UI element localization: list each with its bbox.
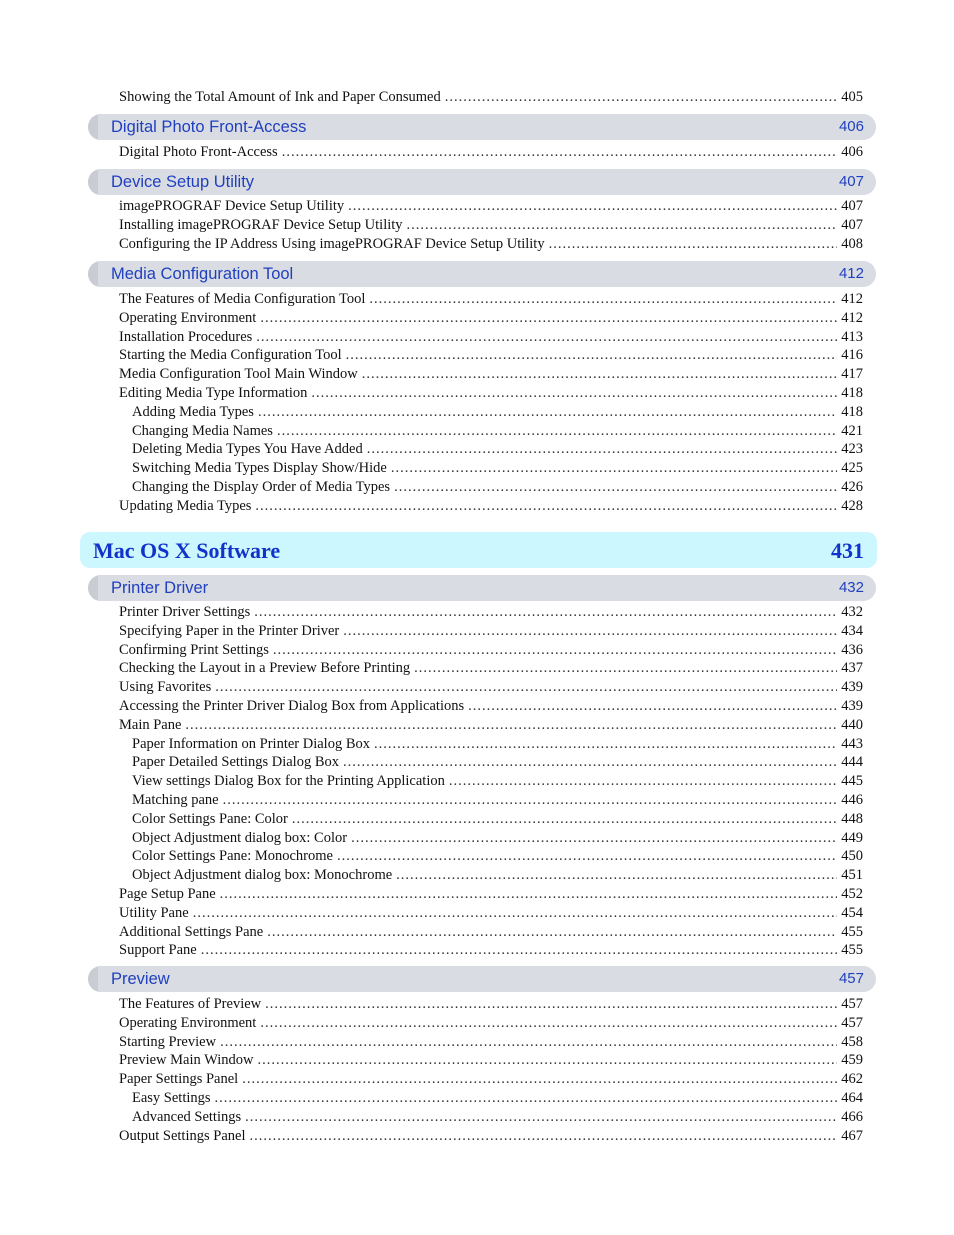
dot-leader [215,1089,838,1108]
toc-entry[interactable] [119,290,863,309]
entry-title: Checking the Layout in a Preview Before Printing [119,660,411,677]
entry-page: 423 [841,441,863,458]
entry-page: 466 [841,1108,863,1125]
toc-entry[interactable] [119,1070,863,1089]
section-title: Printer Driver [111,579,209,597]
entry-page: 457 [841,1014,863,1031]
section-heading-digital-photo-front-access[interactable] [88,114,876,140]
section-heading-printer-driver[interactable] [88,575,876,601]
entry-title: Paper Settings Panel [119,1071,239,1088]
entry-page: 450 [841,848,863,865]
toc-entry[interactable] [119,904,863,923]
toc-entry[interactable] [119,659,863,678]
entry-title: Digital Photo Front-Access [119,144,278,160]
toc-subentry[interactable] [132,810,863,829]
section-heading-device-setup-utility[interactable] [88,169,876,195]
dot-leader [260,1014,837,1033]
section-title: Digital Photo Front-Access [111,118,307,136]
entry-title: Installation Procedures [119,328,253,345]
toc-subentry[interactable] [132,829,863,848]
toc-entry[interactable] [119,716,863,735]
section-page: 406 [838,118,864,135]
entry-title: Output Settings Panel [119,1127,246,1144]
dot-leader [449,772,837,791]
entry-page: 434 [841,622,863,639]
dot-leader [311,384,837,403]
dot-leader [255,497,837,516]
entry-page: 421 [841,422,863,439]
dot-leader [256,328,837,347]
toc-subentry[interactable] [132,1089,863,1108]
entry-page: 439 [841,698,863,714]
toc-subentry[interactable] [132,735,863,754]
toc-entry[interactable] [119,309,863,328]
toc-subentry[interactable] [132,772,863,791]
entry-title: Deleting Media Types You Have Added [132,441,363,458]
entry-title: Accessing the Printer Driver Dialog Box from Applications [119,698,465,714]
dot-leader [292,810,837,829]
dot-leader [391,459,837,478]
section-page: 457 [838,970,864,987]
entry-title: The Features of Preview [119,996,262,1012]
toc-entry[interactable] [119,497,863,516]
section-page: 412 [838,265,864,282]
entry-title: Changing the Display Order of Media Types [132,479,391,495]
toc-subentry[interactable] [132,440,863,459]
toc-entry[interactable] [119,143,863,162]
section-heading-preview[interactable] [88,966,876,992]
toc-subentry[interactable] [132,478,863,497]
toc-entry[interactable] [119,235,863,254]
dot-leader [346,346,838,365]
dot-leader [185,716,837,735]
entry-page: 457 [841,996,863,1012]
dot-leader [277,422,837,441]
toc-entry[interactable] [119,1051,863,1070]
entry-title: Page Setup Pane [119,886,216,902]
section-bar [98,966,876,992]
dot-leader [193,904,838,923]
entry-title: Installing imagePROGRAF Device Setup Utility [119,216,403,233]
entry-page: 418 [841,385,863,401]
toc-subentry[interactable] [132,866,863,885]
toc-entry[interactable] [119,216,863,235]
entry-title: Operating Environment [119,309,257,326]
dot-leader [362,365,838,384]
entry-page: 426 [841,479,863,495]
dot-leader [445,88,838,107]
entry-page: 416 [841,347,863,364]
section-heading-media-configuration-tool[interactable] [88,261,876,287]
toc-entry[interactable] [119,885,863,904]
section-page: 407 [838,173,864,190]
dot-leader [260,309,837,328]
entry-page: 407 [841,198,863,214]
entry-title: Changing Media Names [132,422,273,439]
dot-leader [396,866,837,885]
toc-subentry[interactable] [132,459,863,478]
dot-leader [215,678,837,697]
toc-entry[interactable] [119,328,863,347]
section-title: Device Setup Utility [111,173,255,191]
entry-title: Updating Media Types [119,497,252,514]
toc-subentry[interactable] [132,1108,863,1127]
entry-page: 449 [841,829,863,846]
entry-page: 425 [841,460,863,477]
entry-page: 439 [841,679,863,696]
entry-title: Easy Settings [132,1090,211,1106]
entry-page: 407 [841,216,863,233]
entry-page: 437 [841,660,863,677]
toc-entry[interactable] [119,941,863,960]
dot-leader [348,197,837,216]
entry-title: Advanced Settings [132,1108,242,1125]
entry-page: 443 [841,735,863,752]
toc-subentry[interactable] [132,753,863,772]
dot-leader [258,403,837,422]
entry-page: 408 [841,235,863,252]
entry-title: Color Settings Pane: Monochrome [132,848,333,865]
entry-page: 454 [841,904,863,921]
entry-title: Confirming Print Settings [119,641,269,658]
entry-page: 446 [841,792,863,808]
toc-entry[interactable] [119,641,863,660]
dot-leader [265,995,837,1014]
dot-leader [468,697,837,716]
entry-title: Matching pane [132,792,219,808]
toc-entry[interactable] [119,923,863,942]
toc-subentry[interactable] [132,403,863,422]
dot-leader [220,885,838,904]
dot-leader [267,923,837,942]
entry-page: 448 [841,810,863,827]
entry-page: 455 [841,942,863,959]
dot-leader [220,1033,837,1052]
entry-title: Object Adjustment dialog box: Monochrome [132,867,393,884]
dot-leader [343,753,837,772]
dot-leader [369,290,837,309]
entry-title: Using Favorites [119,679,212,696]
toc-entry[interactable] [119,697,863,716]
entry-page: 444 [841,754,863,771]
toc-entry[interactable] [119,346,863,365]
entry-title: Specifying Paper in the Printer Driver [119,622,340,639]
dot-leader [337,847,837,866]
chapter-page: 431 [831,538,864,563]
entry-page: 467 [841,1127,863,1144]
entry-page: 405 [841,89,863,105]
entry-page: 458 [841,1033,863,1050]
dot-leader [367,440,838,459]
entry-page: 428 [841,497,863,514]
entry-page: 412 [841,291,863,307]
entry-title: Configuring the IP Address Using imagePROGRAF Device Setup Utility [119,235,545,252]
entry-page: 459 [841,1052,863,1069]
dot-leader [242,1070,837,1089]
toc-entry[interactable] [119,995,863,1014]
entry-page: 440 [841,716,863,733]
entry-title: Paper Information on Printer Dialog Box [132,735,370,752]
section-page: 432 [838,579,864,596]
dot-leader [257,1051,837,1070]
toc-entry[interactable] [119,88,863,107]
dot-leader [245,1108,837,1127]
entry-title: imagePROGRAF Device Setup Utility [119,198,345,214]
dot-leader [223,791,838,810]
chapter-title: Mac OS X Software [93,538,281,563]
section-title: Preview [111,970,170,988]
entry-page: 451 [841,867,863,884]
dot-leader [414,659,837,678]
toc-entry[interactable] [119,197,863,216]
entry-title: Showing the Total Amount of Ink and Paper Consumed [119,89,441,105]
entry-title: Utility Pane [119,904,189,921]
dot-leader [394,478,837,497]
entry-page: 418 [841,403,863,420]
dot-leader [407,216,838,235]
entry-title: Adding Media Types [132,403,254,420]
entry-page: 432 [841,604,863,620]
entry-page: 462 [841,1071,863,1088]
toc-subentry[interactable] [132,847,863,866]
entry-title: View settings Dialog Box for the Printing Application [132,773,445,790]
toc-entry[interactable] [119,365,863,384]
entry-title: Support Pane [119,942,197,959]
toc-entry[interactable] [119,603,863,622]
entry-title: Additional Settings Pane [119,923,264,940]
section-bar [98,575,876,601]
entry-title: Main Pane [119,716,182,733]
toc-entry[interactable] [119,622,863,641]
entry-page: 464 [841,1090,863,1106]
dot-leader [201,941,838,960]
entry-title: Printer Driver Settings [119,604,251,620]
entry-title: Color Settings Pane: Color [132,810,288,827]
entry-title: Editing Media Type Information [119,385,308,401]
section-title: Media Configuration Tool [111,265,294,283]
entry-page: 406 [841,144,863,160]
entry-title: Operating Environment [119,1014,257,1031]
entry-title: Starting the Media Configuration Tool [119,347,342,364]
toc-entry[interactable] [119,678,863,697]
dot-leader [254,603,837,622]
entry-page: 436 [841,641,863,658]
entry-page: 413 [841,328,863,345]
entry-title: Switching Media Types Display Show/Hide [132,460,387,477]
entry-page: 455 [841,923,863,940]
chapter-heading[interactable] [80,532,877,568]
dot-leader [282,143,838,162]
entry-title: Paper Detailed Settings Dialog Box [132,754,339,771]
toc-entry[interactable] [119,384,863,403]
dot-leader [351,829,837,848]
entry-title: Starting Preview [119,1033,217,1050]
entry-title: Object Adjustment dialog box: Color [132,829,348,846]
entry-title: The Features of Media Configuration Tool [119,291,366,307]
toc-entry[interactable] [119,1014,863,1033]
toc-entry[interactable] [119,1033,863,1052]
dot-leader [343,622,837,641]
entry-page: 452 [841,886,863,902]
entry-page: 417 [841,366,863,383]
toc-entry[interactable] [119,1127,863,1146]
entry-title: Media Configuration Tool Main Window [119,366,358,383]
dot-leader [273,641,837,660]
dot-leader [249,1127,837,1146]
dot-leader [549,235,838,254]
toc-subentry[interactable] [132,791,863,810]
entry-page: 412 [841,309,863,326]
dot-leader [374,735,837,754]
toc-subentry[interactable] [132,422,863,441]
entry-title: Preview Main Window [119,1052,254,1069]
entry-page: 445 [841,773,863,790]
